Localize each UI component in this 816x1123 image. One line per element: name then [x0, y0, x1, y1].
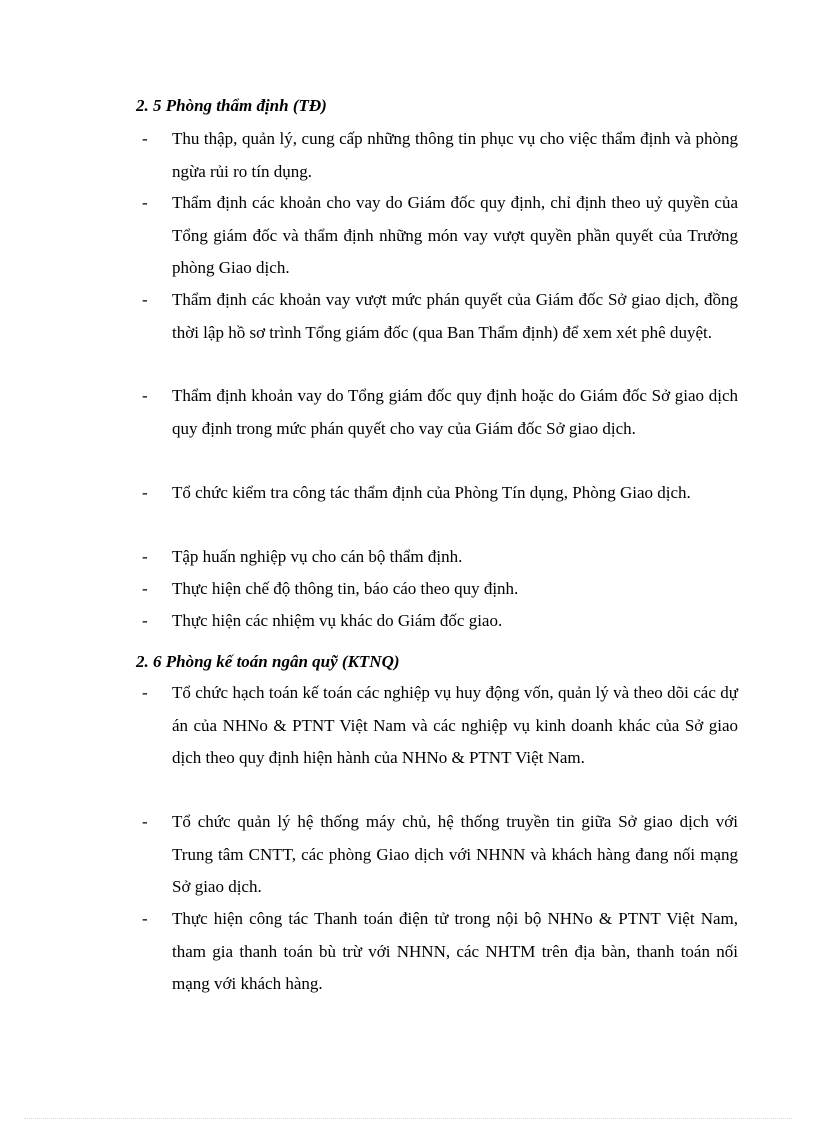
list-item	[142, 380, 738, 445]
list-item	[142, 677, 738, 775]
bullet-dash: -	[142, 193, 148, 212]
bullet-dash: -	[142, 290, 148, 309]
list-item	[142, 477, 738, 510]
list-item	[142, 284, 738, 349]
list-item	[142, 187, 738, 285]
list-item	[142, 123, 738, 188]
bullet-dash: -	[142, 579, 148, 598]
bullet-dash: -	[142, 386, 148, 405]
page-bottom-divider	[24, 1118, 792, 1119]
bullet-dash: -	[142, 909, 148, 928]
list-item	[142, 541, 738, 574]
list-item	[142, 605, 738, 638]
list-item-text: Thẩm định các khoản vay vượt mức phán quyết của Giám đốc Sở giao dịch, đồng thời lập hồ sơ trình Tổng giám đốc (qua Ban Thẩm định) để xem xét phê duyệt.	[172, 290, 738, 342]
list-item-text: Thẩm định khoản vay do Tổng giám đốc quy định hoặc do Giám đốc Sở giao dịch quy định trong mức phán quyết cho vay của Giám đốc Sở giao dịch.	[172, 386, 738, 438]
bullet-dash: -	[142, 129, 148, 148]
list-item-text: Thẩm định các khoản cho vay do Giám đốc quy định, chỉ định theo uỷ quyền của Tổng giám đốc và thẩm định những món vay vượt quyền phần quyết của Trưởng phòng Giao dịch.	[172, 193, 738, 277]
list-item-text: Thu thập, quản lý, cung cấp những thông tin phục vụ cho việc thẩm định và phòng ngừa rủi ro tín dụng.	[172, 129, 738, 181]
list-item-text: Thực hiện công tác Thanh toán điện tử trong nội bộ NHNo & PTNT Việt Nam, tham gia thanh toán bù trừ với NHNN, các NHTM trên địa bàn, thanh toán nối mạng với khách hàng.	[172, 909, 738, 993]
list-item-text: Tập huấn nghiệp vụ cho cán bộ thẩm định.	[172, 547, 463, 566]
list-item	[142, 903, 738, 1001]
bullet-dash: -	[142, 683, 148, 702]
list-item	[142, 573, 738, 606]
bullet-dash: -	[142, 547, 148, 566]
list-item-text: Tổ chức kiểm tra công tác thẩm định của Phòng Tín dụng, Phòng Giao dịch.	[172, 483, 691, 502]
list-item-text: Tổ chức quản lý hệ thống máy chủ, hệ thống truyền tin giữa Sở giao dịch với Trung tâm CNTT, các phòng Giao dịch với NHNN và khách hàng đang nối mạng Sở giao dịch.	[172, 812, 738, 896]
section-heading-ke-toan-ngan-quy: 2. 6 Phòng kế toán ngân quỹ (KTNQ)	[136, 652, 400, 671]
bullet-dash: -	[142, 812, 148, 831]
bullet-dash: -	[142, 611, 148, 630]
list-item-text: Tổ chức hạch toán kế toán các nghiệp vụ huy động vốn, quản lý và theo dõi các dự án của NHNo & PTNT Việt Nam và các nghiệp vụ kinh doanh khác của Sở giao dịch theo quy định hiện hành của NHNo & PTNT Việt Nam.	[172, 683, 738, 767]
section-heading-tham-dinh: 2. 5 Phòng thẩm định (TĐ)	[136, 96, 327, 115]
bullet-dash: -	[142, 483, 148, 502]
list-item-text: Thực hiện các nhiệm vụ khác do Giám đốc giao.	[172, 611, 503, 630]
list-item	[142, 806, 738, 904]
list-item-text: Thực hiện chế độ thông tin, báo cáo theo quy định.	[172, 579, 519, 598]
